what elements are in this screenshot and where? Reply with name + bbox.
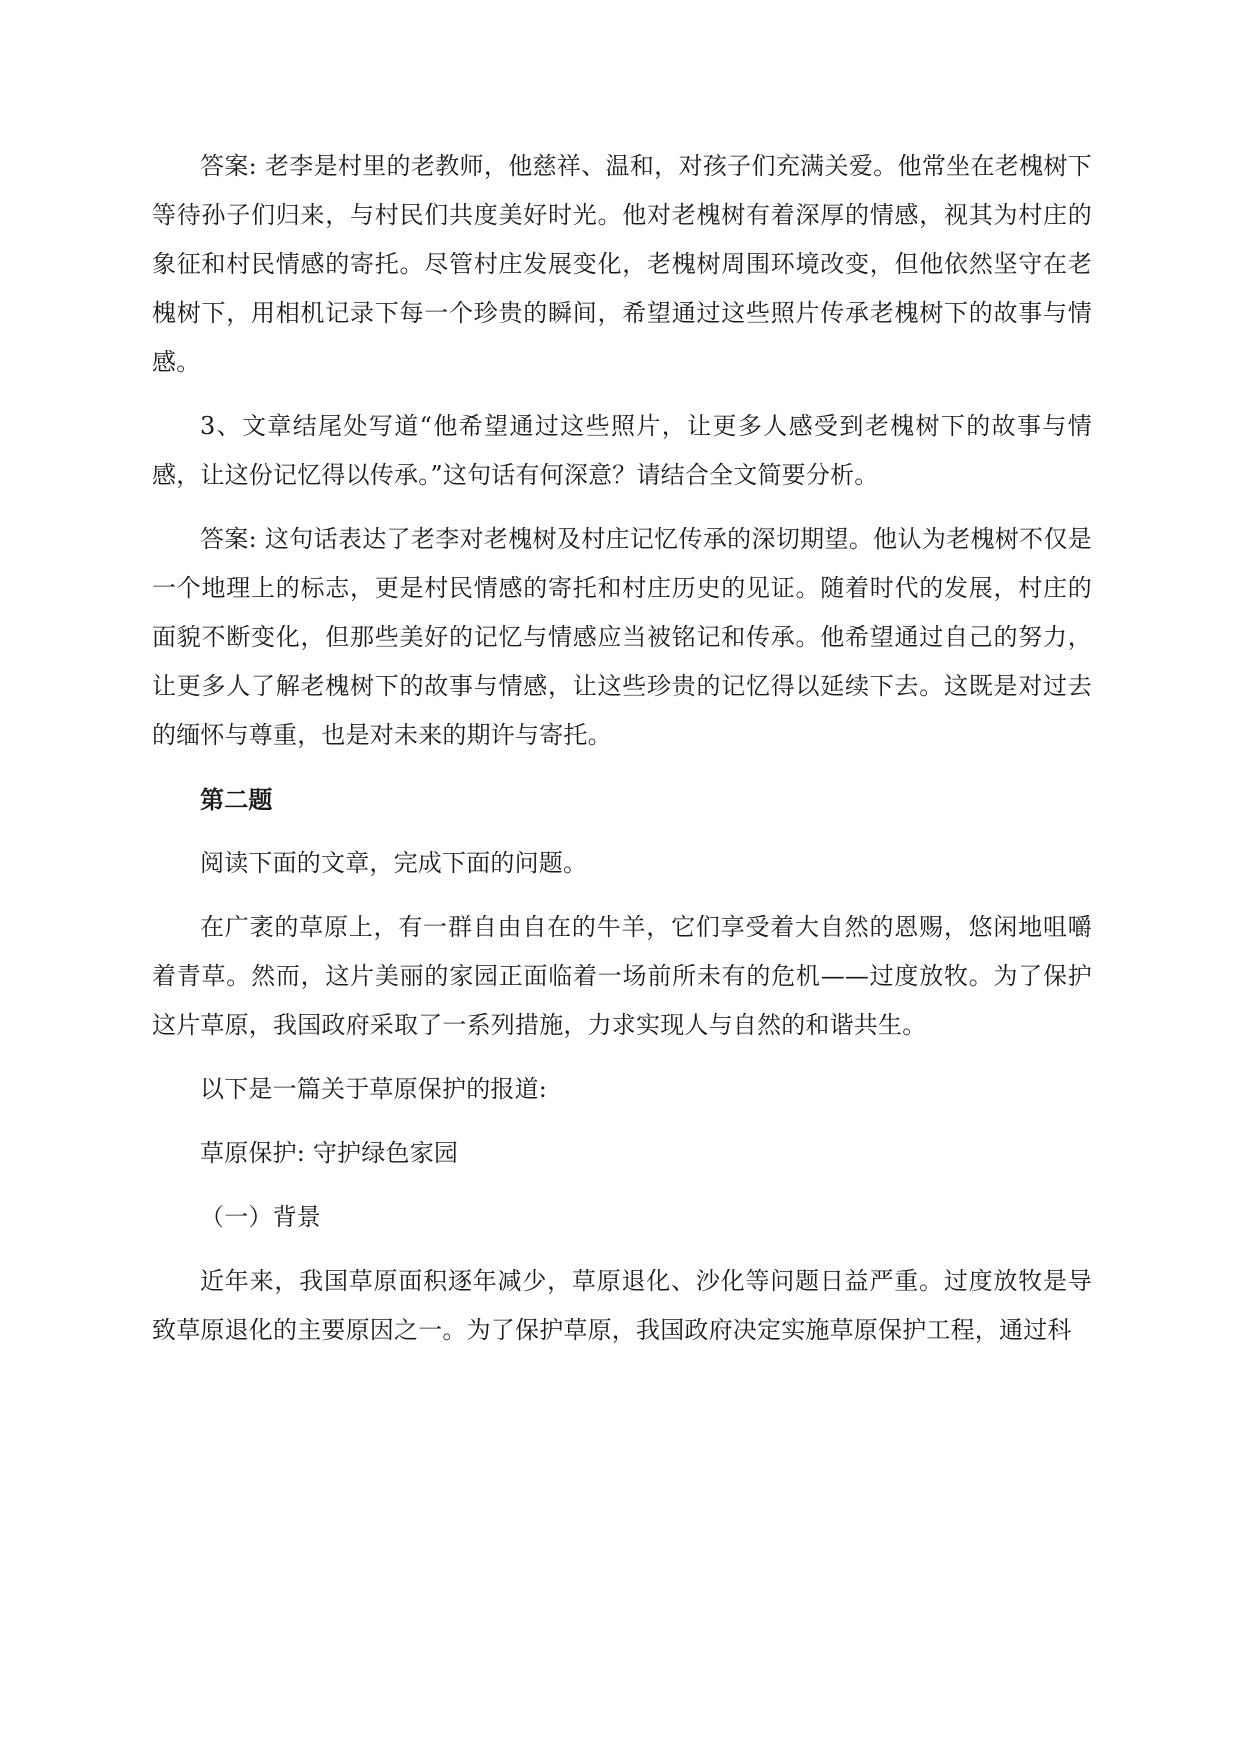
subsection-heading: （一）背景: [200, 1203, 321, 1231]
background-paragraph: 近年来，我国草原面积逐年减少，草原退化、沙化等问题日益严重。过度放牧是导致草原退化的主要原因之一。为了保护草原，我国政府决定实施草原保护工程，通过科: [152, 1267, 1092, 1344]
answer-paragraph-1: 答案: 老李是村里的老教师，他慈祥、温和，对孩子们充满关爱。他常坐在老槐树下等待孙子们归来，与村民们共度美好时光。他对老槐树有着深厚的情感，视其为村庄的象征和村民情感的寄托。尽管村庄发展变化，老槐树周围环境改变，但他依然坚守在老槐树下，用相机记录下每一个珍贵的瞬间，希望通过这些照片传承老槐树下的故事与情感。: [152, 152, 1092, 376]
report-lead-text: 以下是一篇关于草原保护的报道:: [200, 1075, 548, 1103]
answer-paragraph-3: 答案: 这句话表达了老李对老槐树及村庄记忆传承的深切期望。他认为老槐树不仅是一个地理上的标志，更是村民情感的寄托和村庄历史的见证。随着时代的发展，村庄的面貌不断变化，但那些美好的记忆与情感应当被铭记和传承。他希望通过自己的努力，让更多人了解老槐树下的故事与情感，让这些珍贵的记忆得以延续下去。这既是对过去的缅怀与尊重，也是对未来的期许与寄托。: [152, 525, 1092, 749]
report-title: 草原保护: 守护绿色家园: [200, 1139, 459, 1167]
instruction-text: 阅读下面的文章，完成下面的问题。: [200, 849, 588, 877]
article-intro-paragraph: 在广袤的草原上，有一群自由自在的牛羊，它们享受着大自然的恩赐，悠闲地咀嚼着青草。然而，这片美丽的家园正面临着一场前所未有的危机——过度放牧。为了保护这片草原，我国政府采取了一系列措施，力求实现人与自然的和谐共生。: [152, 913, 1092, 1039]
document-page: [152, 142, 1092, 1355]
section-heading: 第二题: [200, 785, 273, 814]
question-3: 3、文章结尾处写道“他希望通过这些照片，让更多人感受到老槐树下的故事与情感，让这份记忆得以传承。”这句话有何深意？请结合全文简要分析。: [152, 412, 1092, 489]
